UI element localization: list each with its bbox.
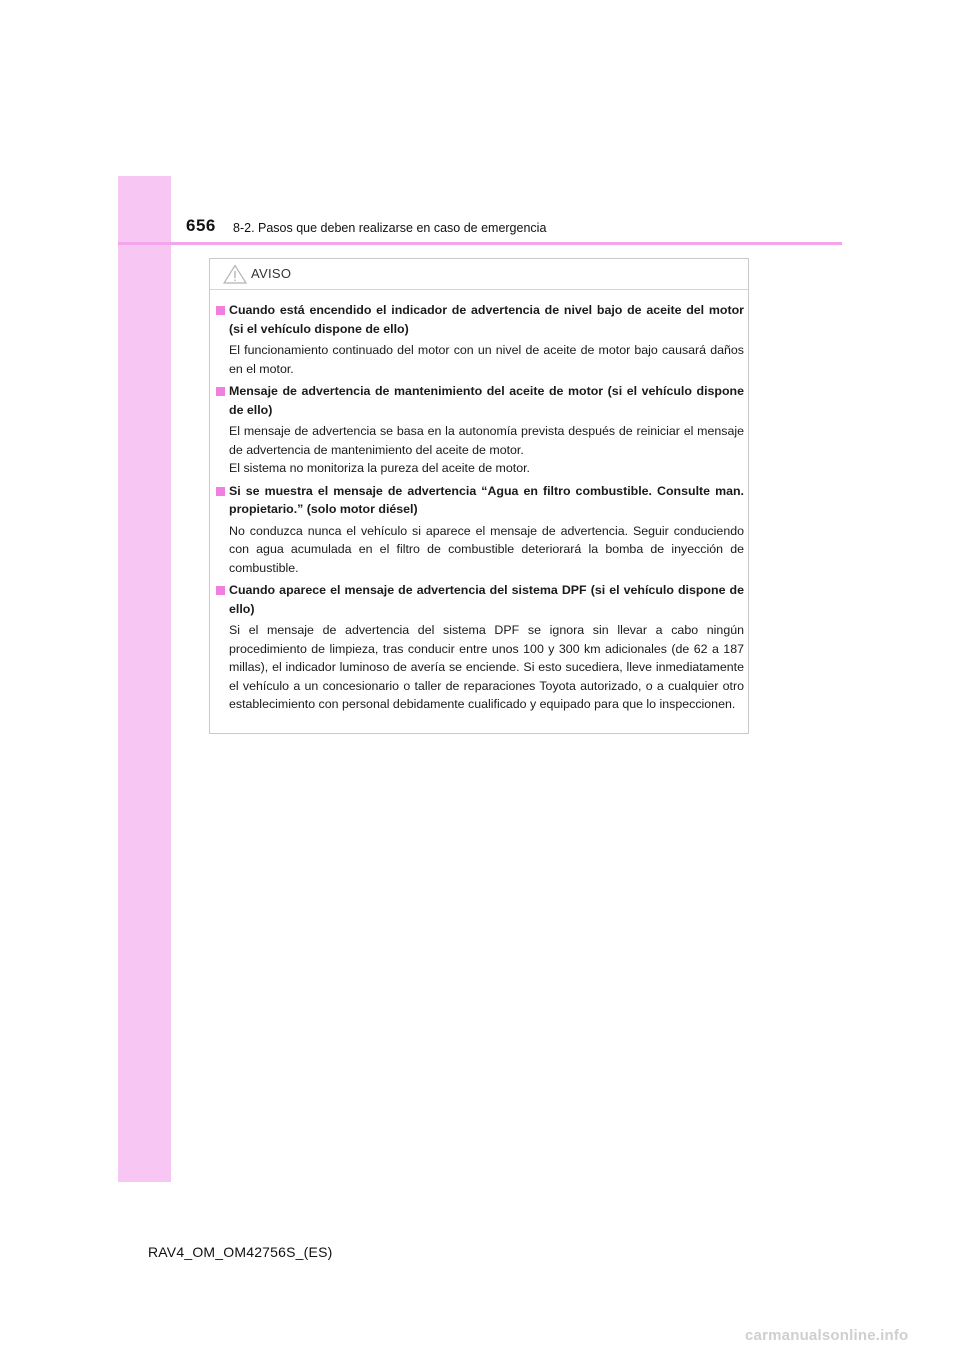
square-bullet-icon [216, 586, 225, 595]
item-heading: Cuando aparece el mensaje de advertencia del sistema DPF (si el vehículo dispone de ello) [216, 581, 744, 618]
warning-triangle-icon [223, 264, 247, 284]
warning-header [210, 259, 748, 290]
body-paragraph: Si el mensaje de advertencia del sistema DPF se ignora sin llevar a cabo ningún procedimiento de limpieza, tras conducir entre unos 100 y 300 km adicionales (de 62 a 187 millas), el indicador luminoso de avería se enciende. Si esto sucediera, lleve inmediatamente el vehículo a un concesionario o taller de reparaciones Toyota autorizado, o a cualquier otro establecimiento con personal debidamente cualificado y equipado para que lo inspeccionen. [229, 623, 744, 711]
item-heading: Mensaje de advertencia de mantenimiento del aceite de motor (si el vehículo dispone de ello) [216, 382, 744, 419]
document-code: RAV4_OM_OM42756S_(ES) [148, 1244, 333, 1260]
header-divider [118, 242, 842, 245]
warning-item [216, 301, 744, 378]
square-bullet-icon [216, 306, 225, 315]
body-paragraph: El mensaje de advertencia se basa en la autonomía prevista después de reiniciar el mensaje de advertencia de mantenimiento del aceite de motor. [229, 424, 744, 457]
body-paragraph: El sistema no monitoriza la pureza del aceite de motor. [229, 461, 530, 475]
watermark: carmanualsonline.info [745, 1327, 909, 1344]
item-heading: Cuando está encendido el indicador de advertencia de nivel bajo de aceite del motor (si el vehículo dispone de ello) [216, 301, 744, 338]
section-title: 8-2. Pasos que deben realizarse en caso de emergencia [233, 221, 547, 235]
body-paragraph: El funcionamiento continuado del motor con un nivel de aceite de motor bajo causará daños en el motor. [229, 343, 744, 376]
item-heading: Si se muestra el mensaje de advertencia “Agua en filtro combustible. Consulte man. propietario.” (solo motor diésel) [216, 482, 744, 519]
body-paragraph: No conduzca nunca el vehículo si aparece el mensaje de advertencia. Seguir conduciendo con agua acumulada en el filtro de combustible deteriorará la bomba de inyección de combustible. [229, 523, 744, 575]
page-number: 656 [186, 216, 216, 235]
side-color-band [118, 176, 171, 1182]
item-body [216, 341, 744, 378]
item-body [216, 522, 744, 578]
warning-label: AVISO [251, 266, 292, 281]
item-body [216, 621, 744, 714]
warning-content [216, 301, 744, 718]
warning-item [216, 581, 744, 714]
square-bullet-icon [216, 387, 225, 396]
warning-item [216, 482, 744, 578]
square-bullet-icon [216, 487, 225, 496]
item-body [216, 422, 744, 478]
warning-box [209, 258, 749, 734]
warning-item [216, 382, 744, 478]
